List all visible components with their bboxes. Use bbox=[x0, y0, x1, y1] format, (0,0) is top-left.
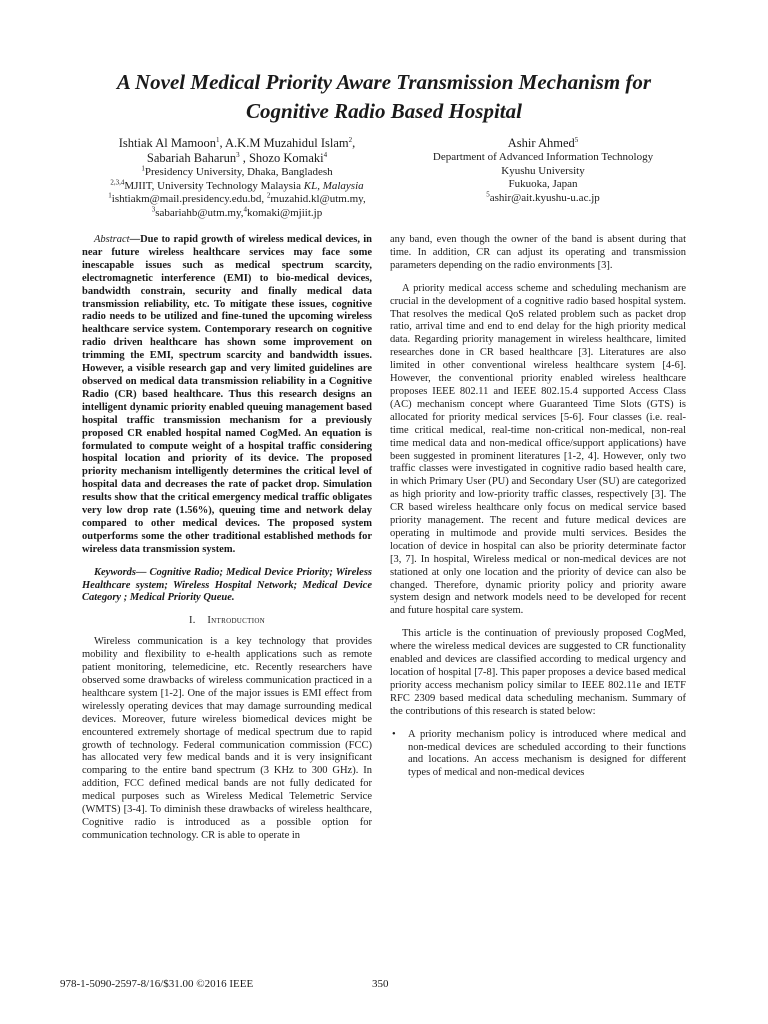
email: muzahid.kl@utm.my, bbox=[270, 193, 366, 206]
authors-right-block bbox=[408, 136, 678, 205]
bullet-text: A priority mechanism policy is introduced where medical and non-medical devices are scheduled according to their functions and locations. An access mechanism is designed for different types of medical and non-medical devices bbox=[408, 728, 686, 779]
affiliation-1 bbox=[92, 166, 382, 180]
authors-left-block bbox=[92, 136, 382, 220]
affiliation-text: Presidency University, Dhaka, Bangladesh bbox=[144, 166, 333, 178]
abstract-label: Abstract bbox=[94, 234, 130, 245]
email: komaki@mjiit.jp bbox=[247, 206, 323, 219]
author-names-line-2 bbox=[92, 151, 382, 166]
right-column bbox=[390, 234, 686, 780]
abstract bbox=[82, 234, 372, 557]
author-name: Sabariah Baharun bbox=[146, 151, 237, 165]
author-name: Ishtiak Al Mamoon bbox=[118, 136, 216, 150]
emails-line-2 bbox=[92, 207, 382, 221]
author-names-line-1 bbox=[92, 136, 382, 151]
city: Fukuoka, Japan bbox=[508, 178, 578, 191]
affiliation-mark: 2 bbox=[266, 191, 271, 200]
affiliation-mark: 5 bbox=[486, 190, 490, 199]
section-number: I. bbox=[188, 615, 196, 627]
page-number: 350 bbox=[372, 978, 389, 990]
email: ishtiakm@mail.presidency.edu.bd, bbox=[111, 193, 267, 206]
affiliation-mark: 1 bbox=[215, 135, 220, 144]
title-line-1: A Novel Medical Priority Aware Transmission Mechanism for bbox=[116, 70, 652, 94]
body-paragraph-2: A priority medical access scheme and scheduling mechanism are crucial in the development of a cognitive radio based hospital system. That resolves the medical QoS related problem such as packet drop ratio, arrival time and end to end delay for the high priority medical data. Regarding priority management in wireless healthcare, limited researches done in CR based healthcare [3]. Literatures are also limited in other conventional wireless healthcare system [4-6]. However, the conventional priority enabled wireless healthcare proposes IEEE 802.11 and IEEE 802.15.4 supported Access Class (AC) mechanism concept where Guaranteed Time Slots (GTS) is allocated for priority medical services [5-6]. Four classes (i.e. real-time critical medical, real-time non-critical non-medical, non-real time medical data and non-medical office/support applications) have been suggested in prominent literatures [1-2, 4]. However, only two traffic classes were investigated in cognitive radio based health care, in which Primary User (PU) and Secondary User (SU) are categorized as high priority and low-priority traffic classes, respectively [3]. The CR based wireless healthcare only focus on medical service based priority management. The recent and future medical devices are operating in multimode and provide multi services. Besides the location of device in hospital can also be priority determinate factor [3, 7]. In hospital, Wireless medical or non-medical devices are not stationed at only one location and the priority of device can also be changed. Therefore, dynamic priority policy and priority aware system design and network models need to be developed for recent and future hospital care system. bbox=[390, 282, 686, 617]
body-paragraph-1: any band, even though the owner of the band is absent during that time. In addition, CR can adjust its operating and transmission parameters depending on the radio environments [3]. bbox=[390, 234, 686, 271]
body-paragraph-3: This article is the continuation of previously proposed CogMed, where the wireless medical devices are suggested to CR functionality enabled and devices are classified according to medical urgency and location of hospital [7-8]. This paper proposes a device based medical priority access mechanism policy similar to IEEE 802.11e and IETF RFC 2309 based medical data scheduling mechanism. Summary of the contributions of this research is stated below: bbox=[390, 628, 686, 717]
email-right bbox=[408, 192, 678, 206]
intro-paragraph-1: Wireless communication is a key technology that provides mobility and flexibility to e-health applications such as remote patient monitoring, telemedicine, etc. Recently researchers have observed some drawbacks of wireless communication practiced in a healthcare system [1-2]. One of the major issues is EMI effect from wirelessly operating devices that may damage surrounding medical devices. Moreover, future wireless biomedical devices might be encountered extremely shortage of medical spectrum due to rapid growth of technology. Federal communication commission (FCC) has allocated very few medical bands and it is very insignificant comparing to the entire band spectrum (3 KHz to 300 GHz). In addition, FCC defined medical bands are not fully dedicated for medical purposes such as Wireless Medical Telemetric Service (WMTS) [3-4]. To diminish these drawbacks of wireless healthcare, Cognitive radio is introduced as a possible option for communication technology. CR is able to operate in bbox=[82, 636, 372, 841]
affiliation-mark: 4 bbox=[323, 150, 328, 159]
author-name-right bbox=[408, 136, 678, 151]
paper-title bbox=[60, 68, 708, 126]
section-title: Introduction bbox=[207, 615, 266, 627]
affiliation-mark: 1 bbox=[141, 164, 145, 173]
affiliation-mark: 5 bbox=[574, 135, 579, 144]
bullet-item bbox=[390, 729, 686, 781]
title-line-2: Cognitive Radio Based Hospital bbox=[246, 99, 522, 123]
separator: , bbox=[352, 136, 356, 150]
keywords: Keywords— Cognitive Radio; Medical Device Priority; Wireless Healthcare system; Wireless Hospital Network; Medical Device Category ; Medical Priority Queue. bbox=[82, 566, 372, 604]
affiliation-text: MJIIT, University Technology Malaysia bbox=[124, 179, 304, 192]
abstract-text: —Due to rapid growth of wireless medical devices, in near future wireless healthcare services may face some inescapable issues such as medical spectrum scarcity, electromagnetic interference (EMI) to bio-medical devices, bandwidth constrain, security and finally medical data transmission reliability, etc. To mitigate these issues, cognitive radio needs to be utilized and fine-tuned the upcoming wireless healthcare service system. Contemporary research on cognitive radio driven healthcare has shown some improvement on trimming the EMI, spectrum scarcity and bandwidth issues. However, a visible research gap and very limited guidelines are observed on medical data transmission reliability in a Cognitive Radio (CR) based healthcare. Thus this research designs an intelligent dynamic priority enabled queuing management based hospital traffic transmission mechanism for a previously proposed CR enabled hospital named CogMed. An equation is formulated to compute weight of a hospital traffic considering hospital location and priority of its device. The proposed priority mechanism intelligently determines the critical level of hospital data and decreases the rate of packet drop. Simulation results show that the critical emergency medical traffic obligates very low drop rate (1.56%), queuing time and network delay compared to other medical devices. The proposed system outperforms some the other traditional established methods for wireless data transmission system. bbox=[82, 234, 372, 555]
affiliation-mark: 2 bbox=[348, 135, 353, 144]
footer-isbn: 978-1-5090-2597-8/16/$31.00 ©2016 IEEE bbox=[60, 978, 254, 990]
affiliation-mark: 3 bbox=[151, 205, 156, 214]
email: ashir@ait.kyushu-u.ac.jp bbox=[489, 191, 600, 204]
left-column bbox=[82, 234, 372, 853]
email: sabariahb@utm.my, bbox=[155, 206, 244, 219]
section-heading bbox=[82, 615, 372, 628]
bullet-icon: • bbox=[392, 728, 396, 740]
affiliation-2 bbox=[92, 177, 382, 194]
author-name: Ashir Ahmed bbox=[507, 136, 575, 150]
affiliation-mark: 2,3,4 bbox=[110, 177, 125, 186]
affiliation-location: KL, Malaysia bbox=[303, 179, 364, 192]
emails-line-1 bbox=[92, 193, 382, 207]
affiliation-mark: 4 bbox=[243, 205, 247, 214]
affiliation-mark: 3 bbox=[236, 150, 240, 159]
author-name: , A.K.M Muzahidul Islam bbox=[219, 136, 349, 150]
author-name: , Shozo Komaki bbox=[239, 151, 324, 165]
department: Department of Advanced Information Technology bbox=[432, 151, 654, 163]
university: Kyushu University bbox=[501, 164, 585, 177]
affiliation-mark: 1 bbox=[108, 191, 112, 200]
